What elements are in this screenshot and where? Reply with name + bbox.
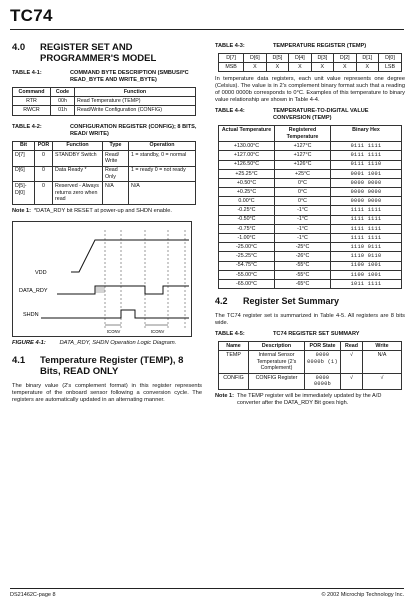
table-cell: D[1] [356,54,378,63]
table-cell: -0.50°C [219,215,275,224]
register-set-summary-table [218,341,402,389]
note-label: Note 1: [12,207,31,214]
column-header: Read [341,342,363,351]
table-title: COMMAND BYTE DESCRIPTION (SMBUS/I²C READ_BYTE AND WRITE_BYTE) [70,70,189,83]
table-cell: N/A [103,182,129,204]
note-text: *DATA_RDY bit RESET at power-up and SHDN enable. [34,207,172,214]
table-cell: X [289,63,311,72]
table-cell: +127°C [275,142,331,151]
configuration-register-table [12,141,196,205]
column-header: Bit [13,141,35,150]
column-header: Function [75,88,196,97]
data-rdy-hatch [95,288,105,292]
table-cell: D[5] [266,54,288,63]
table-row [219,351,402,373]
table-header-row [219,342,402,351]
column-header: Command [13,88,51,97]
table-row [13,166,196,182]
table-cell: +25°C [275,169,331,178]
section-title: Temperature Register (TEMP), 8 Bits, READ ONLY [40,354,184,377]
table-cell: Read Temperature (TEMP) [75,97,196,106]
table-cell: -54.75°C [219,261,275,270]
table-cell: Read Only [103,166,129,182]
table-cell: D[7] [13,150,35,166]
table-row [219,279,402,288]
table-cell: -0.75°C [219,224,275,233]
section-title: Register Set Summary [243,296,340,307]
table-cell: Internal Sensor Temperature (2's Complement) [249,351,305,373]
table-cell: 0000 0000b [305,373,341,389]
table-label: TABLE 4-2: [12,123,42,130]
note-text: The TEMP register will be immediately updated by the A/D converter after the DATA_RDY Bit goes high. [237,392,382,406]
table-cell: D[6] [13,166,35,182]
table-cell: D[2] [334,54,356,63]
table-header-row [219,126,402,142]
table-cell: LSB [378,63,401,72]
column-header: Registered Temperature [275,126,331,142]
table-cell: D[4] [289,54,311,63]
table-cell: STANDBY Switch [53,150,103,166]
figure-caption [12,340,202,347]
table-cell: -25.00°C [219,243,275,252]
section-4-1-heading [12,355,202,377]
table-row [13,182,196,204]
table-title: TC74 REGISTER SET SUMMARY [273,331,360,338]
right-column [215,36,405,411]
table-label: TABLE 4-5: [215,331,245,338]
table-header-row [13,88,196,97]
command-byte-table [12,87,196,116]
table-cell: -55°C [275,261,331,270]
column-header: POR State [305,342,341,351]
column-header: Type [103,141,129,150]
table-row [219,224,402,233]
section-number: 4.2 [215,296,228,307]
table-cell: -65°C [275,279,331,288]
table-4-2-caption [12,124,202,138]
table-cell: 0 [35,182,53,204]
table-cell: 0 [35,150,53,166]
table-cell: -25°C [275,243,331,252]
timing-diagram [13,222,193,338]
table-title: TEMPERATURE REGISTER (TEMP) [273,43,367,49]
table-row [219,243,402,252]
table-row [13,106,196,115]
table-cell: D[6] [244,54,266,63]
column-header: Function [53,141,103,150]
footer-page-id: DS21462C-page 8 [10,592,56,598]
table-cell: 1111 1111 [331,224,402,233]
table-cell: 1111 1111 [331,206,402,215]
table-row [219,215,402,224]
table-cell: 1111 1111 [331,234,402,243]
table-cell: -55°C [275,270,331,279]
table-label: TABLE 4-3: [215,43,245,49]
section-4-0-heading [12,42,202,64]
column-header: Write [363,342,402,351]
table-row [219,206,402,215]
table-row [219,373,402,389]
table-cell: 00h [51,97,75,106]
table-cell: D[7] [219,54,244,63]
column-header: Actual Temperature [219,126,275,142]
table-cell: -25.25°C [219,252,275,261]
page-header [10,6,404,30]
table-cell: -1°C [275,234,331,243]
table-note [215,393,405,407]
table-row [219,270,402,279]
table-cell: CONFIG Register [249,373,305,389]
section-title: REGISTER SET AND PROGRAMMER'S MODEL [40,42,157,64]
note-label: Note 1: [215,392,234,399]
left-column [12,36,202,408]
table-cell: -1°C [275,215,331,224]
table-cell: 1110 0111 [331,243,402,252]
vdd-label: VDD [35,269,47,276]
table-row [13,97,196,106]
table-cell: -1.00°C [219,234,275,243]
footer-copyright: © 2002 Microchip Technology Inc. [321,592,404,598]
column-header: Operation [129,141,196,150]
table-cell: √ [363,373,402,389]
table-cell: CONFIG [219,373,249,389]
table-cell: 0°C [275,178,331,187]
temperature-paragraph: In temperature data registers, each unit value represents one degree (Celsius). The value is in 2's complement binary format such that a reading of 0000 0000b corresponds to 0°C. Examples of this temperature to binary value relationship are shown in Table 4-4. [215,76,405,104]
shdn-waveform [41,310,189,318]
table-cell: Read/ Write [103,150,129,166]
table-row [219,169,402,178]
section-4-2-heading [215,296,405,307]
table-row [219,160,402,169]
page-footer [10,588,404,598]
table-cell: D[5]-D[0] [13,182,35,204]
table-cell: RTR [13,97,51,106]
table-cell: 1111 1111 [331,215,402,224]
table-cell: MSB [219,63,244,72]
logic-diagram-figure [12,221,192,337]
document-title: TC74 [10,6,53,25]
table-cell: D[0] [378,54,401,63]
table-cell: 0001 1001 [331,169,402,178]
table-header-row [13,141,196,150]
table-row [219,151,402,160]
table-cell: 01h [51,106,75,115]
column-header: Code [51,88,75,97]
table-label: TABLE 4-1: [12,70,42,76]
table-cell: 1110 0110 [331,252,402,261]
vdd-waveform [71,240,189,272]
table-cell: √ [341,351,363,373]
table-cell: +0.25°C [219,188,275,197]
section-4-2-paragraph: The TC74 register set is summarized in Table 4-5. All registers are 8 bits wide. [215,313,405,327]
tconv-label: tCONV [151,328,165,334]
table-cell: 1 = standby, 0 = normal [129,150,196,166]
column-header: Name [219,342,249,351]
table-cell: +130.00°C [219,142,275,151]
table-row [13,150,196,166]
table-cell: X [311,63,333,72]
table-cell: 0.00°C [219,197,275,206]
table-cell: +126.50°C [219,160,275,169]
table-cell: 1011 1111 [331,279,402,288]
table-cell: 0000 0000 [331,188,402,197]
table-row [219,54,402,63]
table-cell: 1 = ready 0 = not ready [129,166,196,182]
temperature-conversion-table [218,125,402,289]
table-row [219,261,402,270]
table-cell: 0111 1110 [331,160,402,169]
table-cell: -1°C [275,224,331,233]
table-4-1-caption [12,70,202,84]
table-cell: 0000 0000b (1) [305,351,341,373]
table-cell: 1100 1001 [331,270,402,279]
table-4-4-caption [215,108,405,122]
table-cell: +25.25°C [219,169,275,178]
table-cell: X [334,63,356,72]
table-cell: TEMP [219,351,249,373]
table-cell: +0.50°C [219,178,275,187]
table-cell: 0000 0000 [331,197,402,206]
shdn-label: SHDN [23,311,39,318]
table-cell: -65.00°C [219,279,275,288]
column-header: Description [249,342,305,351]
table-cell: -26°C [275,252,331,261]
table-cell: RWCR [13,106,51,115]
table-cell: D[3] [311,54,333,63]
timing-guides [105,230,185,330]
section-number: 4.1 [12,354,26,366]
table-4-5-caption [215,331,405,338]
table-row [219,188,402,197]
table-4-3-caption [215,43,405,50]
table-row [219,142,402,151]
table-cell: √ [341,373,363,389]
table-cell: 0 [35,166,53,182]
table-cell: +126°C [275,160,331,169]
table-cell: N/A [363,351,402,373]
table-cell: +127.00°C [219,151,275,160]
table-cell: Reserved - Always returns zero when read [53,182,103,204]
table-cell: Data Ready * [53,166,103,182]
table-cell: -0.25°C [219,206,275,215]
table-cell: 0°C [275,188,331,197]
table-cell: X [356,63,378,72]
table-row [219,197,402,206]
table-cell: 1100 1001 [331,261,402,270]
table-title: CONFIGURATION REGISTER (CONFIG); 8 BITS, READ/ WRITE) [70,123,197,137]
table-row [219,63,402,72]
table-cell: X [244,63,266,72]
table-row [219,234,402,243]
table-cell: X [266,63,288,72]
data-rdy-label: DATA_RDY [19,287,48,294]
table-cell: N/A [129,182,196,204]
section-4-1-paragraph: The binary value (2's complement format) in this register represents temperature of the onboard sensor following a conversion cycle. The registers are automatically updated in an alternating manner. [12,382,202,403]
column-header: POR [35,141,53,150]
table-row [219,178,402,187]
table-title: TEMPERATURE-TO-DIGITAL VALUE CONVERSION (TEMP) [273,108,369,122]
table-note [12,208,202,215]
figure-label: FIGURE 4-1: [12,339,46,346]
table-cell: 0111 1111 [331,142,402,151]
table-row [219,252,402,261]
table-cell: 0000 0000 [331,178,402,187]
figure-caption-text: DATA_RDY, SHDN Operation Logic Diagram. [59,339,177,346]
table-cell: 0111 1111 [331,151,402,160]
table-cell: -1°C [275,206,331,215]
table-cell: +127°C [275,151,331,160]
data-rdy-waveform [57,286,189,294]
column-header: Binary Hex [331,126,402,142]
temperature-register-table [218,53,402,72]
tconv-label: tCONV [107,328,121,334]
table-cell: Read/Write Configuration (CONFIG) [75,106,196,115]
section-number: 4.0 [12,42,26,53]
table-cell: 0°C [275,197,331,206]
table-cell: -55.00°C [219,270,275,279]
table-label: TABLE 4-4: [215,108,245,115]
